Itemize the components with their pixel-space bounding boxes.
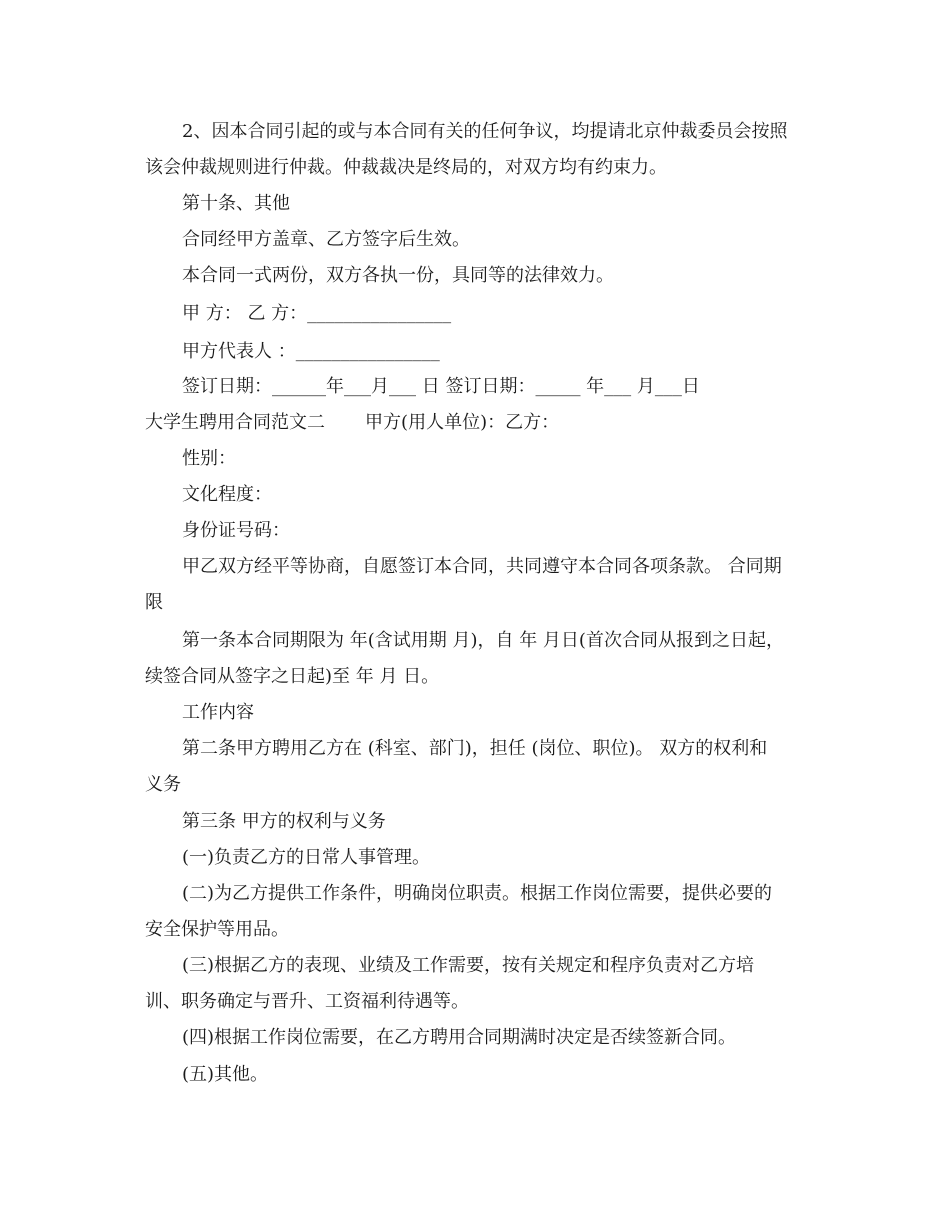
text-line: 第一条本合同期限为 年(含试用期 月)，自 年 月日(首次合同从报到之日起，	[182, 630, 784, 651]
section-heading: 第三条 甲方的权利与义务	[182, 811, 386, 832]
text-line: 该会仲裁规则进行仲裁。仲裁裁决是终局的，对双方均有约束力。	[145, 157, 667, 178]
section-heading: 第十条、其他	[182, 193, 290, 214]
date-line: 签订日期：______年___月___ 日 签订日期：_____ 年___ 月___日	[182, 376, 700, 397]
signature-line: 甲 方： 乙 方：________________	[182, 303, 452, 324]
field-label: 文化程度：	[182, 484, 272, 505]
document-subtitle: 大学生聘用合同范文二 甲方(用人单位)：乙方：	[145, 412, 560, 433]
signature-line: 甲方代表人 ：________________	[182, 341, 440, 362]
text-line: 第二条甲方聘用乙方在 (科室、部门)，担任 (岗位、职位)。 双方的权利和	[182, 738, 768, 759]
section-heading: 工作内容	[182, 702, 254, 723]
text-line: 合同经甲方盖章、乙方签字后生效。	[182, 229, 470, 250]
field-label: 性别：	[182, 448, 236, 469]
text-line: 甲乙双方经平等协商，自愿签订本合同，共同遵守本合同各项条款。 合同期	[182, 556, 782, 577]
text-line: 义务	[145, 774, 181, 795]
text-line: 本合同一式两份，双方各执一份，具同等的法律效力。	[182, 265, 614, 286]
text-line: 限	[145, 592, 163, 613]
text-line: 训、职务确定与晋升、工资福利待遇等。	[145, 991, 469, 1012]
text-line: (五)其他。	[182, 1064, 269, 1085]
text-line: (二)为乙方提供工作条件，明确岗位职责。根据工作岗位需要，提供必要的	[182, 883, 773, 904]
text-line: 安全保护等用品。	[145, 919, 289, 940]
text-line: 2、因本合同引起的或与本合同有关的任何争议，均提请北京仲裁委员会按照	[182, 121, 788, 142]
text-line: 续签合同从签字之日起)至 年 月 日。	[145, 666, 440, 687]
text-line: (四)根据工作岗位需要，在乙方聘用合同期满时决定是否续签新合同。	[182, 1027, 737, 1048]
text-line: (一)负责乙方的日常人事管理。	[182, 847, 431, 868]
field-label: 身份证号码：	[182, 520, 290, 541]
text-line: (三)根据乙方的表现、业绩及工作需要，按有关规定和程序负责对乙方培	[182, 955, 755, 976]
